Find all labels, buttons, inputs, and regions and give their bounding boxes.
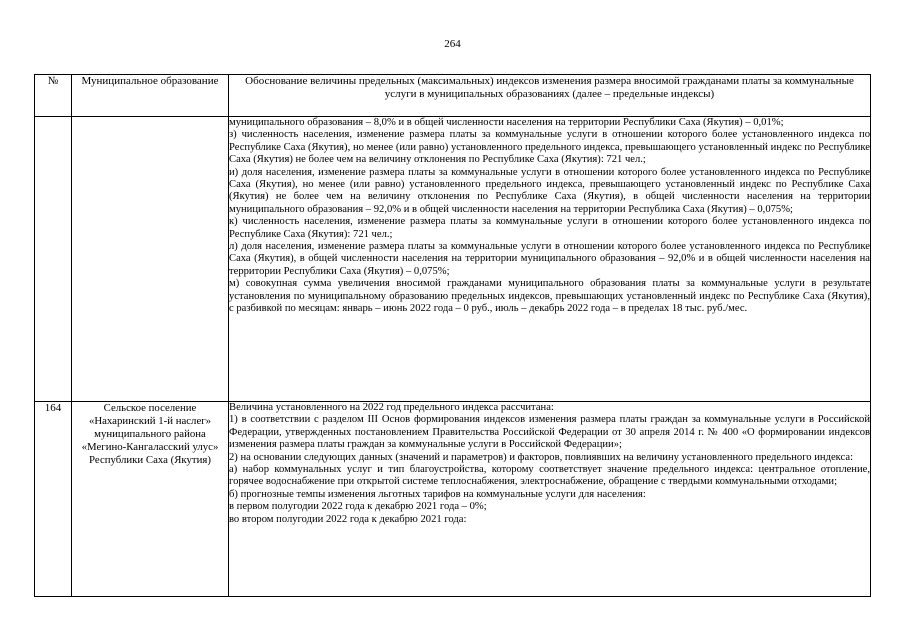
justification-paragraph: л) доля населения, изменение размера платы за коммунальные услуги в отношении которого более установленного индекса по Республике Саха (Якутия), в общей численности населения на территории муниципального образования – 92,0% и в общей численности населения на территории Республики Саха (Якутия) – 0,075%; (229, 241, 870, 277)
page-number: 264 (444, 38, 461, 50)
justification-paragraph: м) совокупная сумма увеличения вносимой гражданами муниципального образования платы за коммунальные услуги в результате установления по муниципальному образованию предельных индексов, превышающих установленный индекс по Республике Саха (Якутия), с разбивкой по месяцам: январь – июнь 2022 года – 0 руб., июль – декабрь 2022 года – в пределах 18 тыс. руб./мес. (229, 278, 870, 315)
justification-paragraph: в первом полугодии 2022 года к декабрю 2021 года – 0%; (229, 501, 487, 513)
justification-table (34, 74, 871, 597)
justification-paragraph: з) численность населения, изменение размера платы за коммунальные услуги в отношении которого более установленного индекса по Республике Саха (Якутия), но менее (или равно) установленного предельного индекса, превышающего установленный индекс по Республике Саха (Якутия) не более чем на величину отклонения по Республике Саха (Якутия): 721 чел.; (229, 129, 870, 166)
row-justification-cell (229, 402, 871, 597)
row-num-cell (35, 117, 72, 402)
header-justification (229, 75, 871, 117)
table-header-row (35, 75, 871, 117)
justification-paragraph: муниципального образования – 8,0% и в общей численности населения на территории Республики Саха (Якутия) – 0,01%; (229, 117, 784, 128)
justification-paragraph: и) доля населения, изменение размера платы за коммунальные услуги в отношении которого более установленного индекса по Республике Саха (Якутия), но менее (или равно) установленного предельного индекса, превышающего установленный индекс по Республике Саха (Якутия) не более чем на величину отклонения по Республике Саха (Якутия), в общей численности населения на территории муниципального образования – 92,0% и в общей численности населения на территории Республика Саха (Якутия) – 0,075%; (229, 166, 870, 215)
header-municipality (72, 75, 229, 117)
table-row (35, 117, 871, 402)
justification-paragraph: к) численность населения, изменение размера платы за коммунальные услуги в отношении которого более установленного индекса по Республике Саха (Якутия): 721 чел.; (229, 216, 870, 240)
row-justification-cell (229, 117, 871, 402)
justification-paragraph: 2) на основании следующих данных (значений и параметров) и факторов, повлиявших на величину установленного предельного индекса: (229, 451, 854, 463)
row-municipality-cell (72, 117, 229, 402)
row-num-cell: 164 (35, 402, 72, 597)
header-municipality-text: Муниципальное образование (81, 75, 219, 87)
justification-paragraph: Величина установленного на 2022 год предельного индекса рассчитана: (229, 402, 554, 413)
justification-paragraph: во втором полугодии 2022 года к декабрю 2021 года: (229, 513, 467, 525)
justification-paragraph: 1) в соответствии с разделом III Основ формирования индексов изменения размера платы граждан за коммунальные услуги в Российской Федерации, утвержденных постановлением Правительства Российской Федерации от 30 апреля 2014 г. № 400 «О формировании индексов изменения размера платы граждан за коммунальные услуги в Российской Федерации»; (229, 414, 870, 451)
header-num: № (35, 75, 72, 117)
row-municipality-cell: Сельское поселение «Нахаринский 1-й наслег» муниципального района «Мегино-Кангаласский улус» Республики Саха (Якутия) (72, 402, 229, 597)
justification-paragraph: а) набор коммунальных услуг и тип благоустройства, которому соответствует значение предельного индекса: центральное отопление, горячее водоснабжение при открытой системе теплоснабжения, электроснабжение, обращение с твердыми коммунальными отходами; (229, 464, 870, 488)
justification-paragraph: б) прогнозные темпы изменения льготных тарифов на коммунальные услуги для населения: (229, 488, 646, 500)
header-justification-text: Обоснование величины предельных (максимальных) индексов изменения размера вносимой гражданами платы за коммунальные услуги в муниципальных образованиях (далее – предельные индексы) (245, 75, 854, 100)
table-row (35, 402, 871, 597)
